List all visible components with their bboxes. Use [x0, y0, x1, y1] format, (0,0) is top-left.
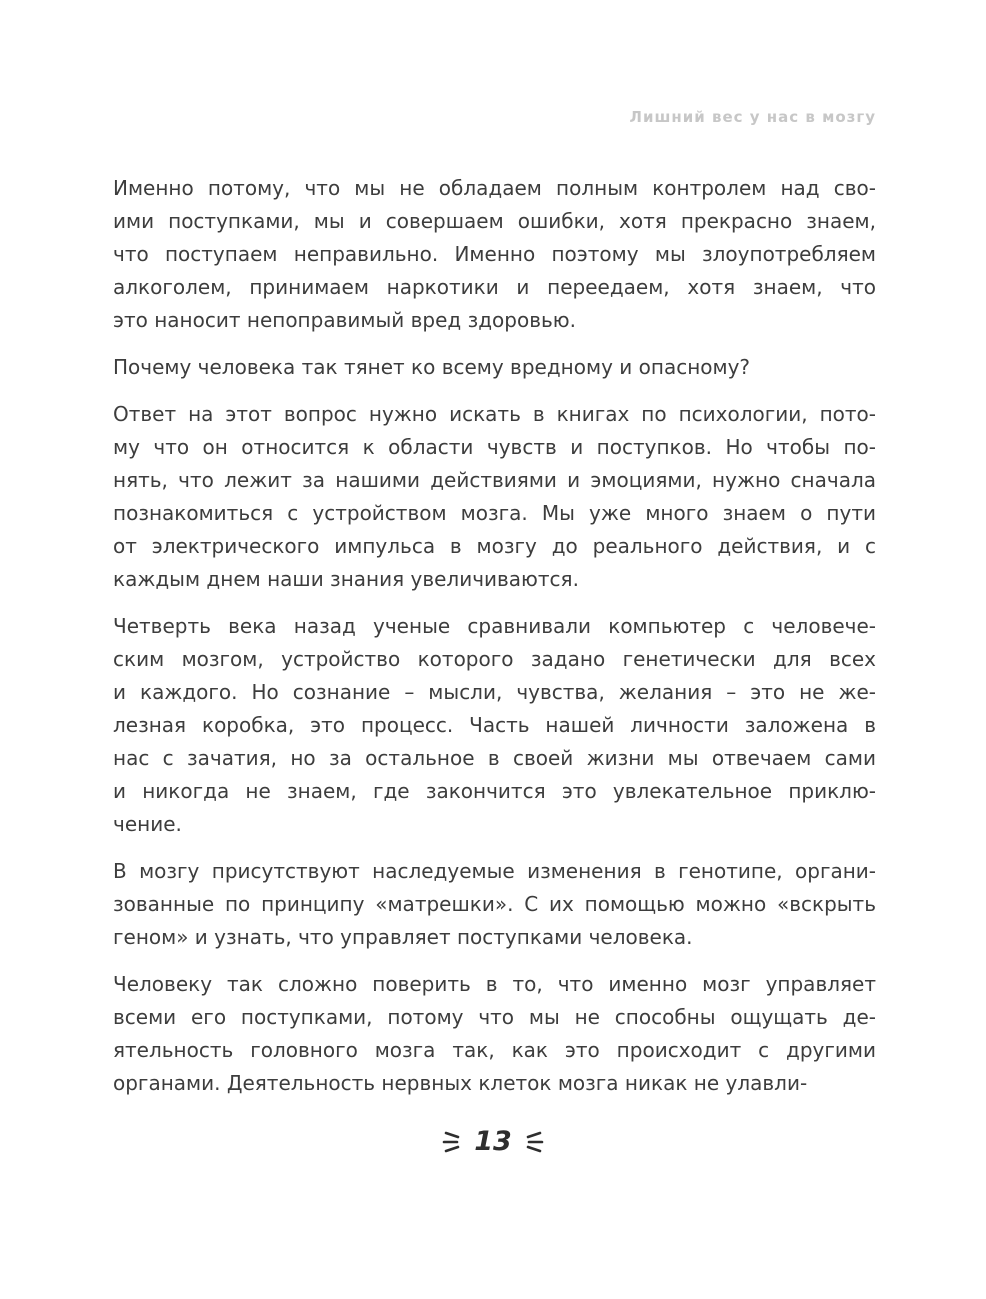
text-line: ским мозгом, устройство которого задано генетически для всех: [113, 647, 876, 671]
page-content: [113, 172, 876, 1100]
text-line: нять, что лежит за нашими действиями и эмоциями, нужно сначала: [113, 468, 876, 492]
paragraph: [113, 398, 876, 596]
text-line: Почему человека так тянет ко всему вредному и опасному?: [113, 355, 751, 379]
text-line: и никогда не знаем, где закончится это увлекательное приклю-: [113, 779, 876, 803]
text-line: му что он относится к области чувств и поступков. Но чтобы по-: [113, 435, 876, 459]
text-line: всеми его поступками, потому что мы не способны ощущать де-: [113, 1005, 876, 1029]
text-line: чение.: [113, 812, 182, 836]
text-line: Человеку так сложно поверить в то, что именно мозг управляет: [113, 972, 876, 996]
text-line: органами. Деятельность нервных клеток мозга никак не улавли-: [113, 1071, 808, 1095]
text-line: зованные по принципу «матрешки». С их помощью можно «вскрыть: [113, 892, 876, 916]
text-line: алкоголем, принимаем наркотики и переедаем, хотя знаем, что: [113, 275, 876, 299]
text-line: ими поступками, мы и совершаем ошибки, хотя прекрасно знаем,: [113, 209, 876, 233]
paragraph: [113, 855, 876, 954]
text-line: Ответ на этот вопрос нужно искать в книгах по психологии, пото-: [113, 402, 876, 426]
paragraph: [113, 968, 876, 1100]
paragraph: [113, 610, 876, 841]
text-line: Четверть века назад ученые сравнивали компьютер с человече-: [113, 614, 876, 638]
paragraph: [113, 351, 876, 384]
page-number: 13: [474, 1126, 512, 1157]
text-line: Именно потому, что мы не обладаем полным контролем над сво-: [113, 176, 876, 200]
text-line: и каждого. Но сознание – мысли, чувства, желания – это не же-: [113, 680, 876, 704]
page-footer: [0, 1126, 986, 1157]
burst-right-icon: [522, 1127, 544, 1157]
text-line: это наносит непоправимый вред здоровью.: [113, 308, 576, 332]
burst-left-icon: [442, 1127, 464, 1157]
text-line: лезная коробка, это процесс. Часть нашей личности заложена в: [113, 713, 876, 737]
text-line: геном» и узнать, что управляет поступками человека.: [113, 925, 693, 949]
text-line: В мозгу присутствуют наследуемые изменения в генотипе, органи-: [113, 859, 876, 883]
text-line: познакомиться с устройством мозга. Мы уже много знаем о пути: [113, 501, 876, 525]
text-line: что поступаем неправильно. Именно поэтому мы злоупотребляем: [113, 242, 876, 266]
text-line: нас с зачатия, но за остальное в своей жизни мы отвечаем сами: [113, 746, 876, 770]
running-header: Лишний вес у нас в мозгу: [629, 108, 876, 126]
text-line: от электрического импульса в мозгу до реального действия, и с: [113, 534, 876, 558]
text-line: каждым днем наши знания увеличиваются.: [113, 567, 579, 591]
paragraph: [113, 172, 876, 337]
text-line: ятельность головного мозга так, как это происходит с другими: [113, 1038, 876, 1062]
